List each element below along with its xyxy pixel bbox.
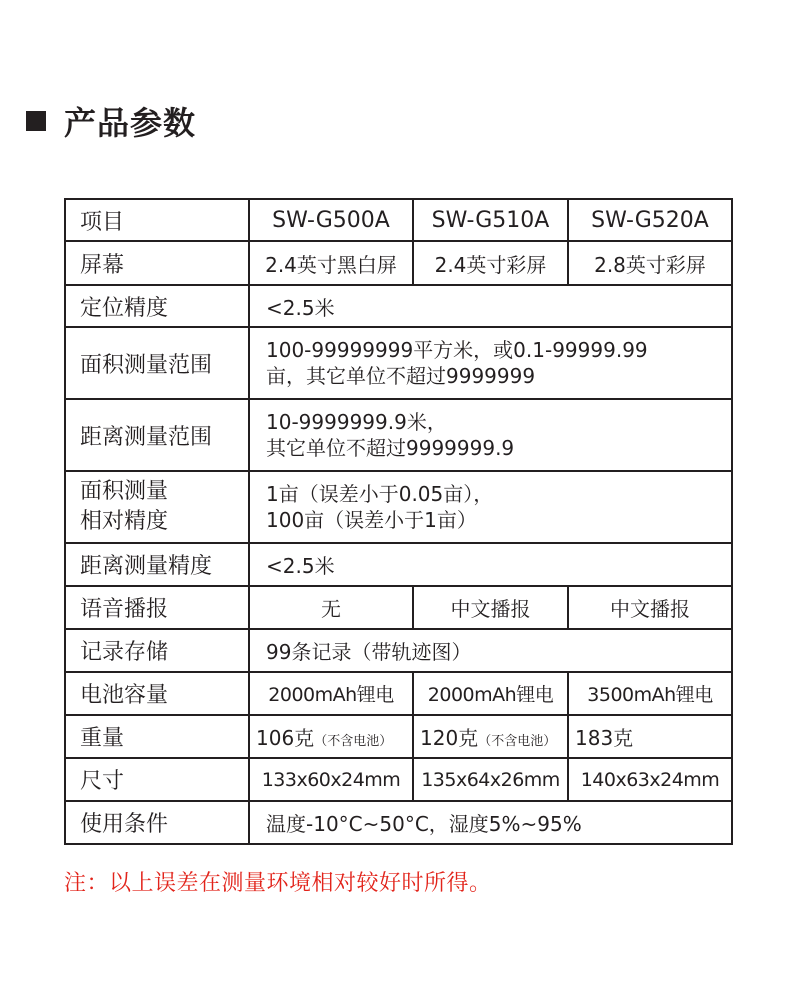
cell-value: 2000mAh锂电 [413,672,568,715]
table-row [65,543,732,586]
cell-value: 2000mAh锂电 [249,672,413,715]
cell-line: 其它单位不超过9999999.9 [266,436,515,460]
weight-value: 120克 [420,726,479,750]
table-row [65,327,732,399]
table-row [65,672,732,715]
weight-value: 106克 [256,726,315,750]
cell-value: 2.4英寸黑白屏 [249,241,413,285]
page-title: 产品参数 [64,104,197,142]
model-name: SW-G510A [413,199,568,241]
cell-value: <2.5米 [249,543,732,586]
row-label: 重量 [65,715,249,758]
row-label: 距离测量精度 [65,543,249,586]
row-label: 定位精度 [65,285,249,327]
table-row [65,801,732,844]
header-item-label: 项目 [65,199,249,241]
cell-value: 135x64x26mm [413,758,568,801]
weight-note: （不含电池） [478,734,557,749]
row-label: 屏幕 [65,241,249,285]
spec-table [64,198,733,845]
cell-value: 中文播报 [413,586,568,629]
cell-line: 1亩（误差小于0.05亩）， [266,482,494,506]
row-label: 尺寸 [65,758,249,801]
cell-value: <2.5米 [249,285,732,327]
cell-value [249,715,413,758]
row-label [65,471,249,543]
cell-line: 100亩（误差小于1亩） [266,508,477,532]
cell-value: 无 [249,586,413,629]
footnote: 注：以上误差在测量环境相对较好时所得。 [64,871,492,896]
cell-value: 140x63x24mm [568,758,732,801]
table-row [65,285,732,327]
weight-note: （不含电池） [314,734,393,749]
table-row [65,586,732,629]
cell-value [249,471,732,543]
row-label: 电池容量 [65,672,249,715]
table-row [65,471,732,543]
cell-value: 3500mAh锂电 [568,672,732,715]
table-row [65,629,732,672]
cell-line: 100-99999999平方米，或0.1-99999.99 [266,338,648,362]
cell-value: 183克 [568,715,732,758]
row-label: 距离测量范围 [65,399,249,471]
row-label: 使用条件 [65,801,249,844]
model-name: SW-G500A [249,199,413,241]
cell-value: 温度-10°C~50°C，湿度5%~95% [249,801,732,844]
cell-value: 133x60x24mm [249,758,413,801]
row-label: 面积测量范围 [65,327,249,399]
table-row [65,399,732,471]
table-row [65,758,732,801]
label-line: 相对精度 [80,509,169,534]
cell-value: 中文播报 [568,586,732,629]
cell-value [249,327,732,399]
cell-value: 99条记录（带轨迹图） [249,629,732,672]
cell-value [413,715,568,758]
row-label: 语音播报 [65,586,249,629]
cell-line: 10-9999999.9米， [266,410,447,434]
cell-line: 亩，其它单位不超过9999999 [266,364,536,388]
square-bullet-icon [26,111,46,131]
table-row [65,241,732,285]
table-row [65,715,732,758]
row-label: 记录存储 [65,629,249,672]
table-row [65,199,732,241]
section-heading [26,96,196,146]
cell-value [249,399,732,471]
cell-value: 2.4英寸彩屏 [413,241,568,285]
label-line: 面积测量 [80,479,169,504]
cell-value: 2.8英寸彩屏 [568,241,732,285]
model-name: SW-G520A [568,199,732,241]
